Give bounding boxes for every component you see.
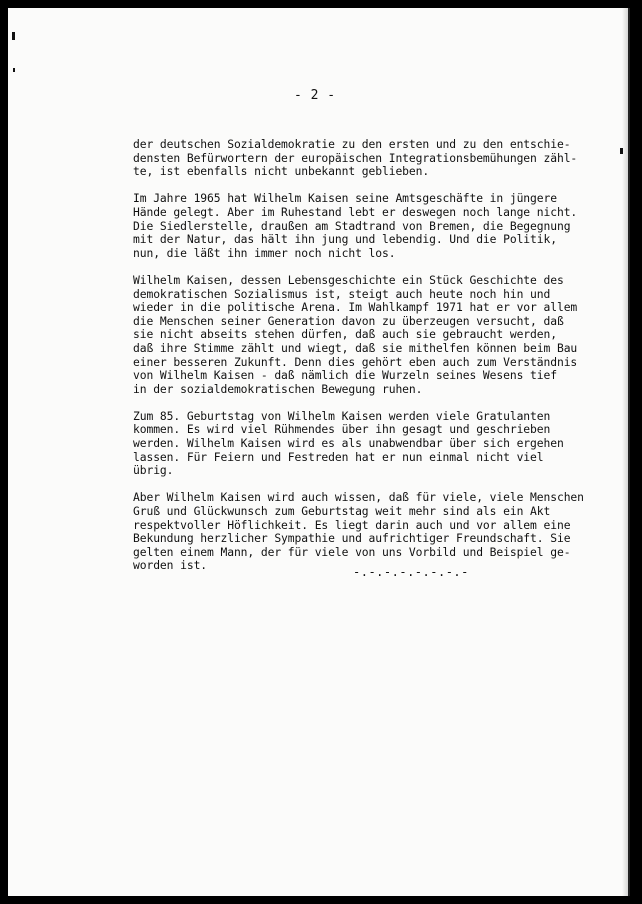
text-line: nun, die läßt ihn immer noch nicht los.: [133, 245, 396, 260]
text-line: daß ihre Stimme zählt und wiegt, daß sie mithelfen können beim Bau: [133, 340, 578, 355]
text-line: mit der Natur, das hält ihn jung und lebendig. Und die Politik,: [133, 232, 557, 247]
text-line: kommen. Es wird viel Rühmendes über ihn gesagt und geschrieben: [133, 422, 551, 437]
scan-speck: [12, 32, 15, 40]
text-line: Zum 85. Geburtstag von Wilhelm Kaisen werden viele Gratulanten: [133, 408, 551, 423]
text-line: einer besseren Zukunft. Denn dies gehört eben auch zum Verständnis: [133, 354, 578, 369]
text-line: der deutschen Sozialdemokratie zu den ersten und zu den entschie-: [133, 137, 571, 151]
document-body: [133, 138, 628, 587]
text-line: übrig.: [133, 463, 174, 478]
text-line: Im Jahre 1965 hat Wilhelm Kaisen seine Amtsgeschäfte in jüngere: [133, 191, 557, 206]
paragraph-5: [133, 491, 628, 573]
text-line: densten Befürwortern der europäischen Integrationsbemühungen zähl-: [133, 150, 578, 165]
text-line: worden ist.: [133, 558, 208, 573]
text-line: Bekundung herzlicher Sympathie und aufrichtiger Freundschaft. Sie: [133, 531, 571, 546]
page-number: - 2 -: [294, 88, 336, 103]
text-line: wieder in die politische Arena. Im Wahlkampf 1971 hat er vor allem: [133, 300, 578, 315]
text-line: Gruß und Glückwunsch zum Geburtstag weit mehr sind als ein Akt: [133, 504, 551, 519]
text-line: Wilhelm Kaisen, dessen Lebensgeschichte ein Stück Geschichte des: [133, 272, 564, 287]
text-line: sie nicht abseits stehen dürfen, daß auch sie gebraucht werden,: [133, 327, 557, 342]
text-line: von Wilhelm Kaisen - daß nämlich die Wurzeln seines Wesens tief: [133, 368, 557, 383]
scan-speck: [13, 68, 15, 72]
document-page: [8, 8, 630, 896]
closing-mark: -.-.-.-.-.-.-.-: [353, 565, 469, 579]
paragraph-4: [133, 410, 628, 478]
paragraph-3: [133, 274, 628, 396]
text-line: Die Siedlerstelle, draußen am Stadtrand von Bremen, die Begegnung: [133, 218, 571, 233]
text-line: Aber Wilhelm Kaisen wird auch wissen, daß für viele, viele Menschen: [133, 490, 584, 505]
paragraph-1: [133, 138, 628, 179]
text-line: demokratischen Sozialismus ist, steigt auch heute noch hin und: [133, 286, 551, 301]
text-line: werden. Wilhelm Kaisen wird es als unabwendbar über sich ergehen: [133, 436, 564, 451]
text-line: Hände gelegt. Aber im Ruhestand lebt er deswegen noch lange nicht.: [133, 204, 578, 219]
text-line: die Menschen seiner Generation davon zu überzeugen versucht, daß: [133, 313, 564, 328]
text-line: lassen. Für Feiern und Festreden hat er nun einmal nicht viel: [133, 449, 544, 464]
paragraph-2: [133, 192, 628, 260]
text-line: te, ist ebenfalls nicht unbekannt geblieben.: [133, 164, 430, 179]
text-line: respektvoller Höflichkeit. Es liegt darin auch und vor allem eine: [133, 517, 571, 532]
text-line: in der sozialdemokratischen Bewegung ruhen.: [133, 381, 423, 396]
text-line: gelten einem Mann, der für viele von uns Vorbild und Beispiel ge-: [133, 544, 571, 559]
